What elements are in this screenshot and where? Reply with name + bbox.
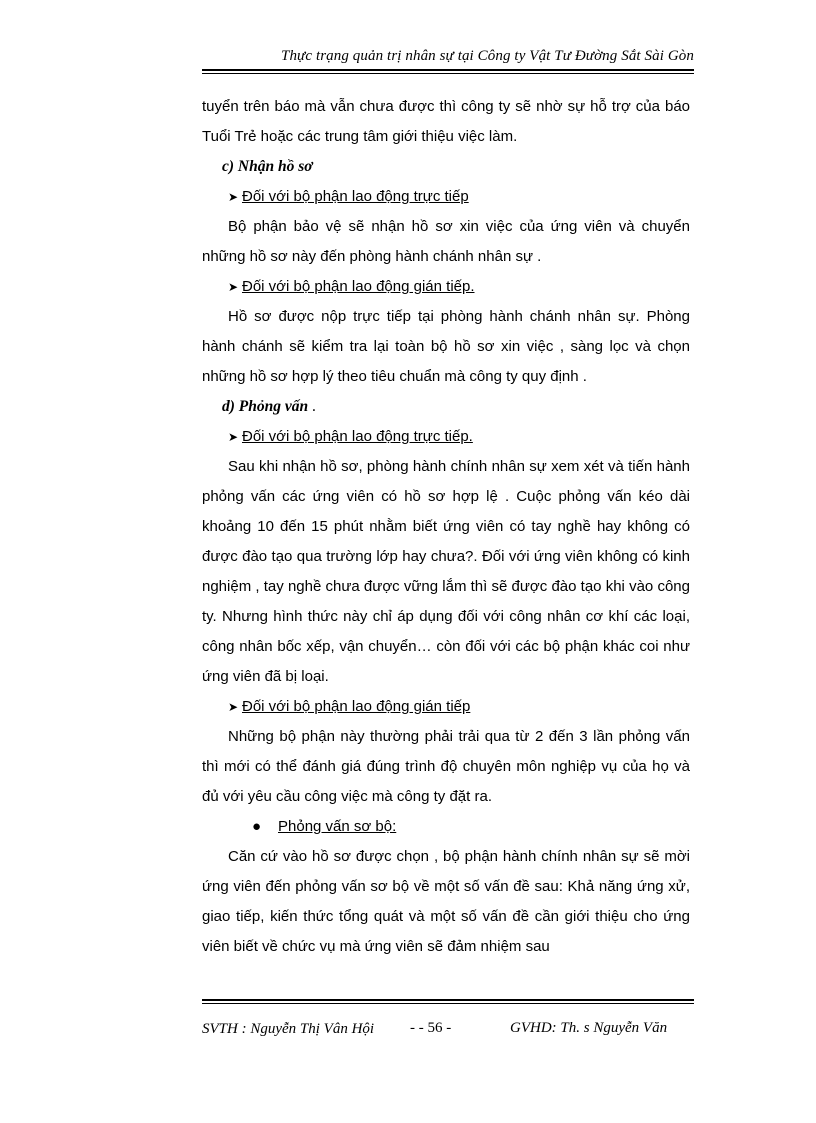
- header-rule-thin: [202, 73, 694, 74]
- paragraph: tuyển trên báo mà vẫn chưa được thì công ty sẽ nhờ sự hỗ trợ của báo Tuổi Trẻ hoặc các trung tâm giới thiệu việc làm.: [202, 98, 690, 145]
- footer-student: SVTH : Nguyễn Thị Vân Hội: [202, 1021, 375, 1037]
- paragraph: Những bộ phận này thường phải trải qua từ 2 đến 3 lần phỏng vấn thì mới có thể đánh giá đúng trình độ chuyên môn nghiệp vụ của họ và đủ với yêu cầu công việc mà công ty đặt ra.: [202, 728, 690, 805]
- bullet-text: Phỏng vấn sơ bộ:: [278, 818, 397, 835]
- subheading: [202, 182, 690, 212]
- bullet-item: [202, 812, 690, 842]
- section-heading-d: [202, 392, 690, 422]
- subheading-text: Đối với bộ phận lao động gián tiếp.: [242, 278, 475, 295]
- paragraph: Sau khi nhận hồ sơ, phòng hành chính nhân sự xem xét và tiến hành phỏng vấn các ứng viên có hồ sơ hợp lệ . Cuộc phỏng vấn kéo dài khoảng 10 đến 15 phút nhằm biết ứng viên có tay nghề hay không có được đào tạo qua trường lớp hay chưa?. Đối với ứng viên không có kinh nghiệm , tay nghề chưa được vững lắm thì sẽ được đào tạo khi vào công ty. Nhưng hình thức này chỉ áp dụng đối với công nhân cơ khí các loại, công nhân bốc xếp, vận chuyển… còn đối với các bộ phận khác coi như ứng viên đã bị loại.: [202, 458, 690, 685]
- subheading: [202, 272, 690, 302]
- section-heading-c: [202, 152, 690, 182]
- heading-text: d) Phỏng vấn: [222, 398, 309, 415]
- page-header: Thực trạng quản trị nhân sự tại Công ty Vật Tư Đường Sắt Sài Gòn: [281, 48, 694, 64]
- page-number: - - 56 -: [410, 1020, 452, 1036]
- footer-advisor: GVHD: Th. s Nguyễn Văn: [510, 1020, 668, 1036]
- subheading-text: Đối với bộ phận lao động trực tiếp.: [242, 428, 473, 445]
- paragraph: Bộ phận bảo vệ sẽ nhận hồ sơ xin việc của ứng viên và chuyển những hồ sơ này đến phòng hành chánh nhân sự .: [202, 218, 690, 265]
- arrow-bullet-icon: ➤: [228, 280, 239, 294]
- bullet-dot-icon: ●: [252, 818, 262, 835]
- heading-text: c) Nhận hồ sơ: [222, 158, 313, 175]
- header-rule-thick: [202, 69, 694, 71]
- arrow-bullet-icon: ➤: [228, 190, 239, 204]
- footer-rule-thin: [202, 1003, 694, 1004]
- page-body: [202, 92, 690, 962]
- subheading-text: Đối với bộ phận lao động gián tiếp: [242, 698, 471, 715]
- paragraph: Căn cứ vào hồ sơ được chọn , bộ phận hành chính nhân sự sẽ mời ứng viên đến phỏng vấn sơ bộ về một số vấn đề sau: Khả năng ứng xử, giao tiếp, kiến thức tổng quát và một số vấn đề cần giới thiệu cho ứng viên biết về chức vụ mà ứng viên sẽ đảm nhiệm sau: [202, 848, 690, 955]
- subheading: [202, 422, 690, 452]
- paragraph: Hồ sơ được nộp trực tiếp tại phòng hành chánh nhân sự. Phòng hành chánh sẽ kiểm tra lại toàn bộ hồ sơ xin việc , sàng lọc và chọn những hồ sơ hợp lý theo tiêu chuẩn mà công ty quy định .: [202, 308, 690, 385]
- subheading: [202, 692, 690, 722]
- arrow-bullet-icon: ➤: [228, 700, 239, 714]
- arrow-bullet-icon: ➤: [228, 430, 239, 444]
- heading-trail: .: [312, 398, 316, 415]
- subheading-text: Đối với bộ phận lao động trực tiếp: [242, 188, 469, 205]
- footer-rule-thick: [202, 999, 694, 1001]
